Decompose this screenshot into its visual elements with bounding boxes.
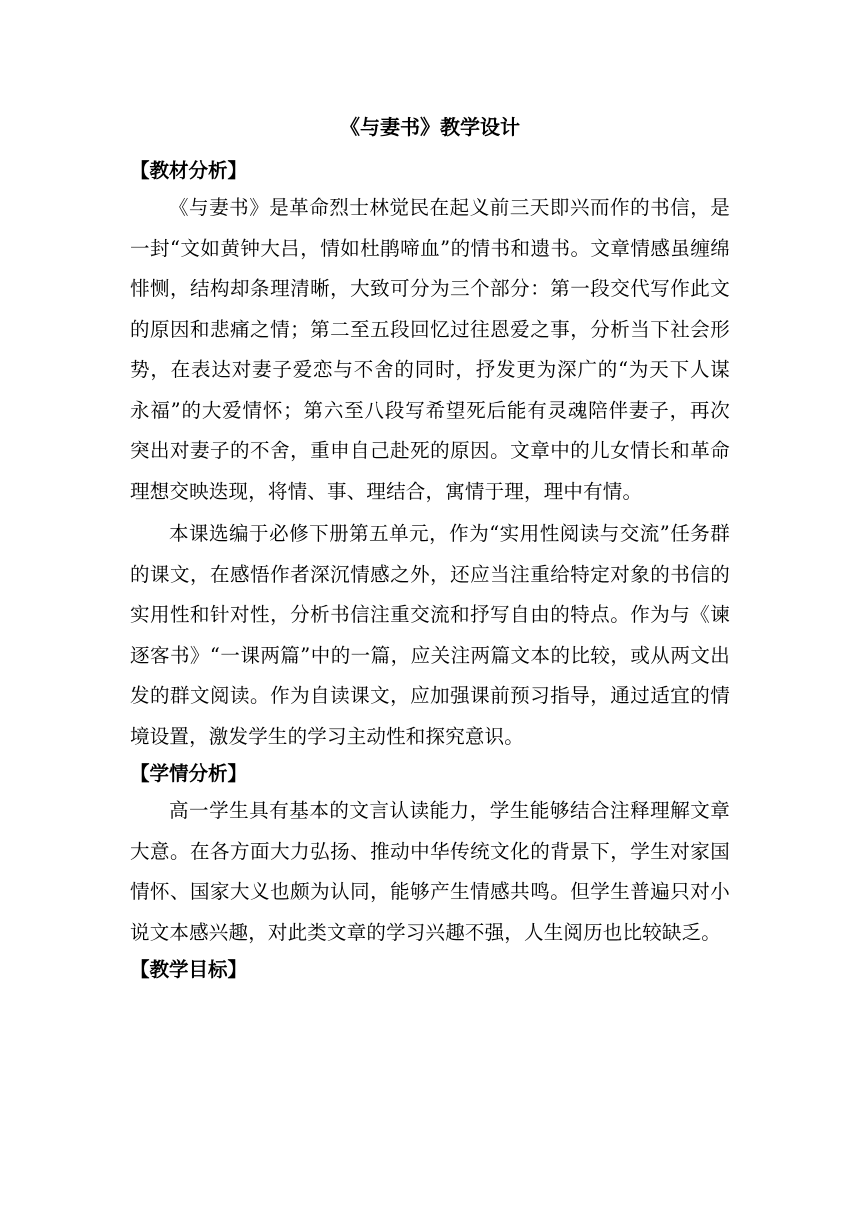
section-student-analysis (130, 759, 730, 953)
paragraph: 高一学生具有基本的文言认读能力，学生能够结合注释理解文章大意。在各方面大力弘扬、推动中华传统文化的背景下，学生对家国情怀、国家大义也颇为认同，能够产生情感共鸣。但学生普遍只对小说文本感兴趣，对此类文章的学习兴趣不强，人生阅历也比较缺乏。 (130, 799, 730, 944)
document-title: 《与妻书》教学设计 (340, 115, 520, 139)
section-heading: 【学情分析】 (130, 762, 248, 785)
section-textbook-analysis (130, 156, 730, 757)
paragraph: 《与妻书》是革命烈士林觉民在起义前三天即兴而作的书信，是一封“文如黄钟大吕，情如杜鹃啼血”的情书和遗书。文章情感虽缠绵悱恻，结构却条理清晰，大致可分为三个部分：第一段交代写作此文的原因和悲痛之情；第二至五段回忆过往恩爱之事，分析当下社会形势，在表达对妻子爱恋与不舍的同时，抒发更为深广的“为天下人谋永福”的大爱情怀；第六至八段写希望死后能有灵魂陪伴妻子，再次突出对妻子的不舍，重申自己赴死的原因。文章中的儿女情长和革命理想交映迭现，将情、事、理结合，寓情于理，理中有情。 (130, 196, 730, 503)
section-heading: 【教材分析】 (130, 159, 248, 182)
document-page (130, 112, 730, 987)
paragraph: 本课选编于必修下册第五单元，作为“实用性阅读与交流”任务群的课文，在感悟作者深沉情感之外，还应当注重给特定对象的书信的实用性和针对性，分析书信注重交流和抒写自由的特点。作为与《谏逐客书》“一课两篇”中的一篇，应关注两篇文本的比较，或从两文出发的群文阅读。作为自读课文，应加强课前预习指导，通过适宜的情境设置，激发学生的学习主动性和探究意识。 (130, 522, 730, 748)
section-heading: 【教学目标】 (130, 958, 248, 981)
section-teaching-objectives (130, 955, 730, 985)
